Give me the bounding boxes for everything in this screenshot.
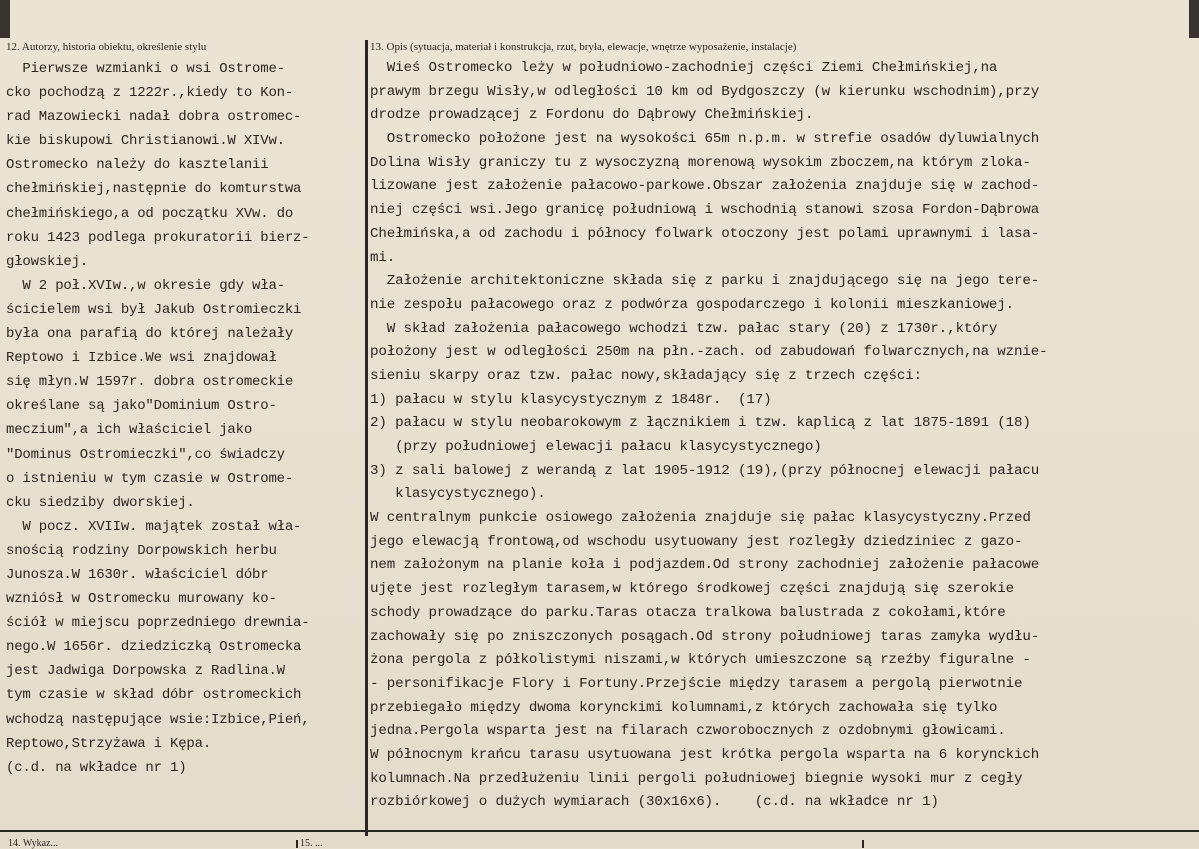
history-section (6, 40, 358, 780)
text-line: (przy południowej elewacji pałacu klasycystycznego) (370, 439, 822, 455)
text-line: "Dominus Ostromieczki",co świadczy (6, 446, 285, 463)
bottom-divider (0, 830, 1199, 832)
description-section (370, 40, 1196, 815)
text-line: chełmińskiej,następnie do komturstwa (6, 181, 302, 198)
text-line: rozbiórkowej o dużych wymiarach (30x16x6). (c.d. na wkładce nr 1) (370, 794, 939, 811)
text-line: kie biskupowi Christianowi.W XIVw. (6, 133, 285, 150)
text-line: cku siedziby dworskiej. (6, 494, 195, 511)
text-line: cko pochodzą z 1222r.,kiedy to Kon- (6, 85, 294, 102)
text-line: Ostromecko należy do kasztelanii (6, 157, 269, 174)
text-line: wchodzą następujące wsie:Izbice,Pień, (6, 711, 310, 728)
bottom-divider-tick (296, 840, 298, 848)
text-line: Pierwsze wzmianki o wsi Ostrome- (6, 61, 285, 77)
text-line: W skład założenia pałacowego wchodzi tzw. pałac stary (20) z 1730r.,który (370, 320, 998, 337)
text-line: snością rodziny Dorpowskich herbu (6, 542, 277, 559)
text-line: o istnieniu w tym czasie w Ostrome- (6, 470, 294, 487)
text-line: Junosza.W 1630r. właściciel dóbr (6, 566, 269, 583)
footer-left-heading: 14. Wykaz... (8, 838, 59, 849)
text-line: rad Mazowiecki nadał dobra ostromec- (6, 109, 302, 126)
text-line: roku 1423 podlega prokuratorii bierz- (6, 229, 310, 246)
text-line: W centralnym punkcie osiowego założenia znajduje się pałac klasycystyczny.Przed (370, 510, 1031, 527)
text-line: jest Jadwiga Dorpowska z Radlina.W (6, 663, 285, 680)
history-text (6, 57, 358, 780)
text-line: jedna.Pergola wsparta jest na filarach czworobocznych z ozdobnymi głowicami. (370, 723, 1006, 740)
text-line: wzniósł w Ostromecku murowany ko- (6, 591, 277, 608)
text-line: W 2 poł.XVIw.,w okresie gdy wła- (6, 277, 285, 294)
text-line: Założenie architektoniczne składa się z parku i znajdującego się na jego tere- (370, 273, 1040, 290)
text-line: Reptowo,Strzyżawa i Kępa. (6, 735, 212, 752)
text-line: prawym brzegu Wisły,w odległości 10 km od Bydgoszczy (w kierunku wschodnim),przy (370, 83, 1040, 100)
text-line: chełmińskiego,a od początku XVw. do (6, 205, 294, 222)
description-text (370, 57, 1196, 815)
text-line: Wieś Ostromecko leży w południowo-zachodniej części Ziemi Chełmińskiej,na (370, 60, 998, 76)
text-line: żona pergola z półkolistymi niszami,w których umieszczone są rzeźby figuralne - (370, 652, 1031, 669)
text-line: drodze prowadzącej z Fordonu do Dąbrowy Chełmińskiej. (370, 107, 814, 124)
text-line: była ona parafią do której należały (6, 326, 294, 343)
scan-edge-left (0, 0, 10, 38)
text-line: Ostromecko położone jest na wysokości 65m n.p.m. w strefie osadów dyluwialnych (370, 131, 1040, 148)
text-line: 1) pałacu w stylu klasycystycznym z 1848r. (17) (370, 391, 772, 408)
text-line: sieniu skarpy oraz tzw. pałac nowy,składający się z trzech części: (370, 367, 923, 384)
scan-edge-right (1189, 0, 1199, 38)
text-line: się młyn.W 1597r. dobra ostromeckie (6, 374, 294, 391)
description-section-header: 13. Opis (sytuacja, materiał i konstrukcja, rzut, bryła, elewacje, wnętrze wyposażenie, instalacje) (370, 41, 797, 53)
text-line: ujęte jest rozległym tarasem,w którego środkowej części znajdują się szerokie (370, 581, 1015, 598)
column-divider (365, 40, 368, 836)
text-line: kolumnach.Na przedłużeniu linii pergoli południowej biegnie wysoki mur z cegły (370, 770, 1023, 787)
text-line: nem założonym na planie koła i podjazdem.Od strony zachodniej założenie pałacowe (370, 557, 1040, 574)
text-line: klasycystycznego). (370, 486, 546, 503)
bottom-divider-tick (862, 840, 864, 848)
history-section-header: 12. Autorzy, historia obiektu, określenie stylu (6, 41, 207, 53)
text-line: mi. (370, 249, 396, 266)
text-line: określane są jako"Dominium Ostro- (6, 398, 277, 415)
text-line: Dolina Wisły graniczy tu z wysoczyzną morenową wysokim zboczem,na którym zloka- (370, 154, 1031, 171)
text-line: nie zespołu pałacowego oraz z podwórza gospodarczego i kolonii mieszkaniowej. (370, 296, 1015, 313)
text-line: (c.d. na wkładce nr 1) (6, 759, 187, 776)
text-line: ścicielem wsi był Jakub Ostromieczki (6, 301, 302, 318)
text-line: meczium",a ich właściciel jako (6, 422, 253, 439)
text-line: 3) z sali balowej z werandą z lat 1905-1912 (19),(przy północnej elewacji pałacu (370, 462, 1040, 479)
text-line: schody prowadzące do parku.Taras otacza tralkowa balustrada z cokołami,które (370, 604, 1006, 621)
text-line: Reptowo i Izbice.We wsi znajdował (6, 350, 277, 367)
text-line: niej części wsi.Jego granicę południową i wschodnią stanowi szosa Fordon-Dąbrowa (370, 202, 1040, 219)
text-line: ściół w miejscu poprzedniego drewnia- (6, 615, 310, 632)
text-line: tym czasie w skład dóbr ostromeckich (6, 687, 302, 704)
text-line: położony jest w odległości 250m na płn.-zach. od zabudowań folwarcznych,na wznie- (370, 344, 1048, 361)
text-line: lizowane jest założenie pałacowo-parkowe.Obszar założenia znajduje się w zachod- (370, 178, 1040, 195)
text-line: Chełmińska,a od zachodu i północy folwark otoczony jest polami uprawnymi i lasa- (370, 225, 1040, 242)
text-line: głowskiej. (6, 253, 89, 270)
text-line: nego.W 1656r. dziedziczką Ostromecka (6, 639, 302, 656)
text-line: przebiegało między dwoma korynckimi kolumnami,z których zachowała się tylko (370, 699, 998, 716)
text-line: zachowały się po zniszczonych posągach.Od strony południowej taras zamyka wydłu- (370, 628, 1040, 645)
text-line: - personifikacje Flory i Fortuny.Przejście między tarasem a pergolą pierwotnie (370, 675, 1023, 692)
text-line: 2) pałacu w stylu neobarokowym z łącznikiem i tzw. kaplicą z lat 1875-1891 (18) (370, 415, 1031, 432)
text-line: jego elewacją frontową,od wschodu usytuowany jest rozległy dziedziniec z gazo- (370, 533, 1023, 550)
footer-right-heading: 15. ... (300, 838, 323, 849)
text-line: W pocz. XVIIw. majątek został wła- (6, 518, 302, 535)
text-line: W północnym krańcu tarasu usytuowana jest krótka pergola wsparta na 6 korynckich (370, 746, 1040, 763)
